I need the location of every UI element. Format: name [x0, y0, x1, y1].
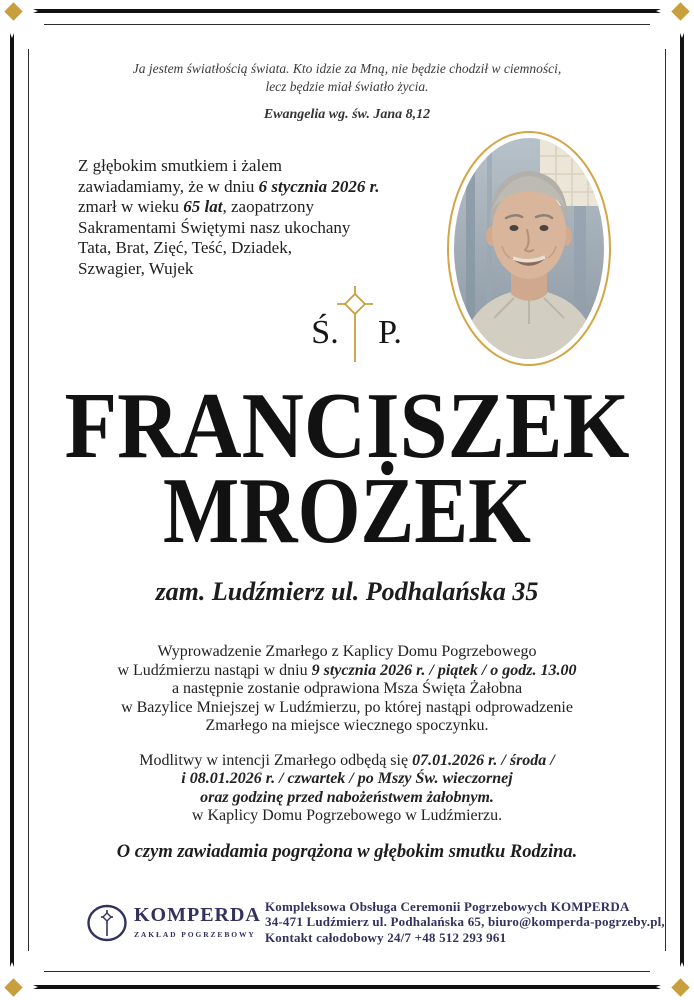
last-name: MROŻEK: [163, 459, 531, 558]
prayer-details: [40, 752, 654, 826]
contact-info: [265, 899, 665, 945]
brand-subtitle: ZAKŁAD POGRZEBOWY: [134, 930, 256, 939]
footer: [0, 896, 694, 966]
sp-letter-s: Ś.: [311, 314, 339, 351]
frame-thinline-top: [44, 24, 650, 25]
prayer-line: w Kaplicy Domu Pogrzebowego w Ludźmierzu.: [191, 807, 503, 825]
announcement-line: zawiadamiamy, że w dniu 6 stycznia 2026 r.: [78, 176, 380, 196]
deceased-name: [0, 388, 694, 558]
contact-line-2: 34-471 Ludźmierz ul. Podhalańska 65, biuro@komperda-pogrzeby.pl,: [265, 914, 665, 930]
prayer-line: Modlitwy w intencji Zmarłego odbędą się 07.01.2026 r. / środa /: [139, 752, 555, 769]
announcement-line: Szwagier, Wujek: [78, 258, 194, 278]
sp-group: [0, 283, 694, 367]
funeral-line: w Bazylice Mniejszej w Ludźmierzu, po której nastąpi odprowadzenie: [121, 698, 573, 716]
sp-letter-p: P.: [378, 314, 402, 351]
frame-thinline-bottom: [44, 971, 650, 972]
prayer-date-2: i 08.01.2026 r. / czwartek / po Mszy Św. wieczornej: [181, 770, 513, 788]
announcement-line: Tata, Brat, Zięć, Teść, Dziadek,: [78, 238, 292, 257]
corner-diamond-icon: [4, 2, 22, 20]
residence-address: zam. Ludźmierz ul. Podhalańska 35: [155, 577, 539, 606]
funeral-line: Zmarłego na miejsce wiecznego spoczynku.: [205, 717, 489, 735]
announcement-line: zmarł w wieku 65 lat, zaopatrzony: [78, 197, 315, 216]
quote-line-2: lecz będzie miał światło życia.: [265, 78, 429, 94]
funeral-date: 9 stycznia 2026 r. / piątek / o godz. 13.00: [311, 661, 577, 679]
brand-block: [134, 904, 261, 939]
funeral-line: a następnie zostanie odprawiona Msza Święta Żałobna: [171, 680, 523, 698]
scripture-quote: [0, 60, 694, 124]
funeral-line: Wyprowadzenie Zmarłego z Kaplicy Domu Pogrzebowego: [157, 643, 537, 660]
announcement-line: Z głębokim smutkiem i żalem: [78, 156, 282, 175]
funeral-details: [40, 643, 654, 736]
frame-line-bottom: [33, 985, 661, 989]
first-name: FRANCISZEK: [64, 388, 630, 478]
quote-source: Ewangelia wg. św. Jana 8,12: [263, 107, 431, 122]
quote-line-1: Ja jestem światłością świata. Kto idzie za Mną, nie będzie chodził w ciemności,: [132, 61, 562, 76]
prayer-line: oraz godzinę przed nabożeństwem żałobnym.: [200, 788, 494, 806]
cross-icon: [337, 286, 373, 362]
announcement-text: [78, 156, 463, 279]
corner-diamond-icon: [671, 2, 689, 20]
frame-line-top: [33, 9, 661, 13]
brand-name: KOMPERDA: [134, 904, 261, 926]
announcement-line: Sakramentami Świętymi nasz ukochany: [78, 217, 351, 237]
prayer-date-1: 07.01.2026 r. / środa /: [412, 752, 555, 769]
funeral-line: w Ludźmierzu nastąpi w dniu 9 stycznia 2026 r. / piątek / o godz. 13.00: [117, 661, 577, 679]
death-date: 6 stycznia 2026 r.: [258, 176, 380, 196]
corner-diamond-icon: [4, 978, 22, 996]
contact-line-1: Kompleksowa Obsługa Ceremonii Pogrzebowych KOMPERDA: [265, 899, 630, 914]
contact-line-3: Kontakt całodobowy 24/7 +48 512 293 961: [265, 929, 507, 945]
age: 65 lat: [183, 197, 223, 216]
komperda-logo-icon: [86, 903, 128, 943]
closing-line: O czym zawiadamia pogrążona w głębokim smutku Rodzina.: [116, 842, 578, 862]
corner-diamond-icon: [671, 978, 689, 996]
